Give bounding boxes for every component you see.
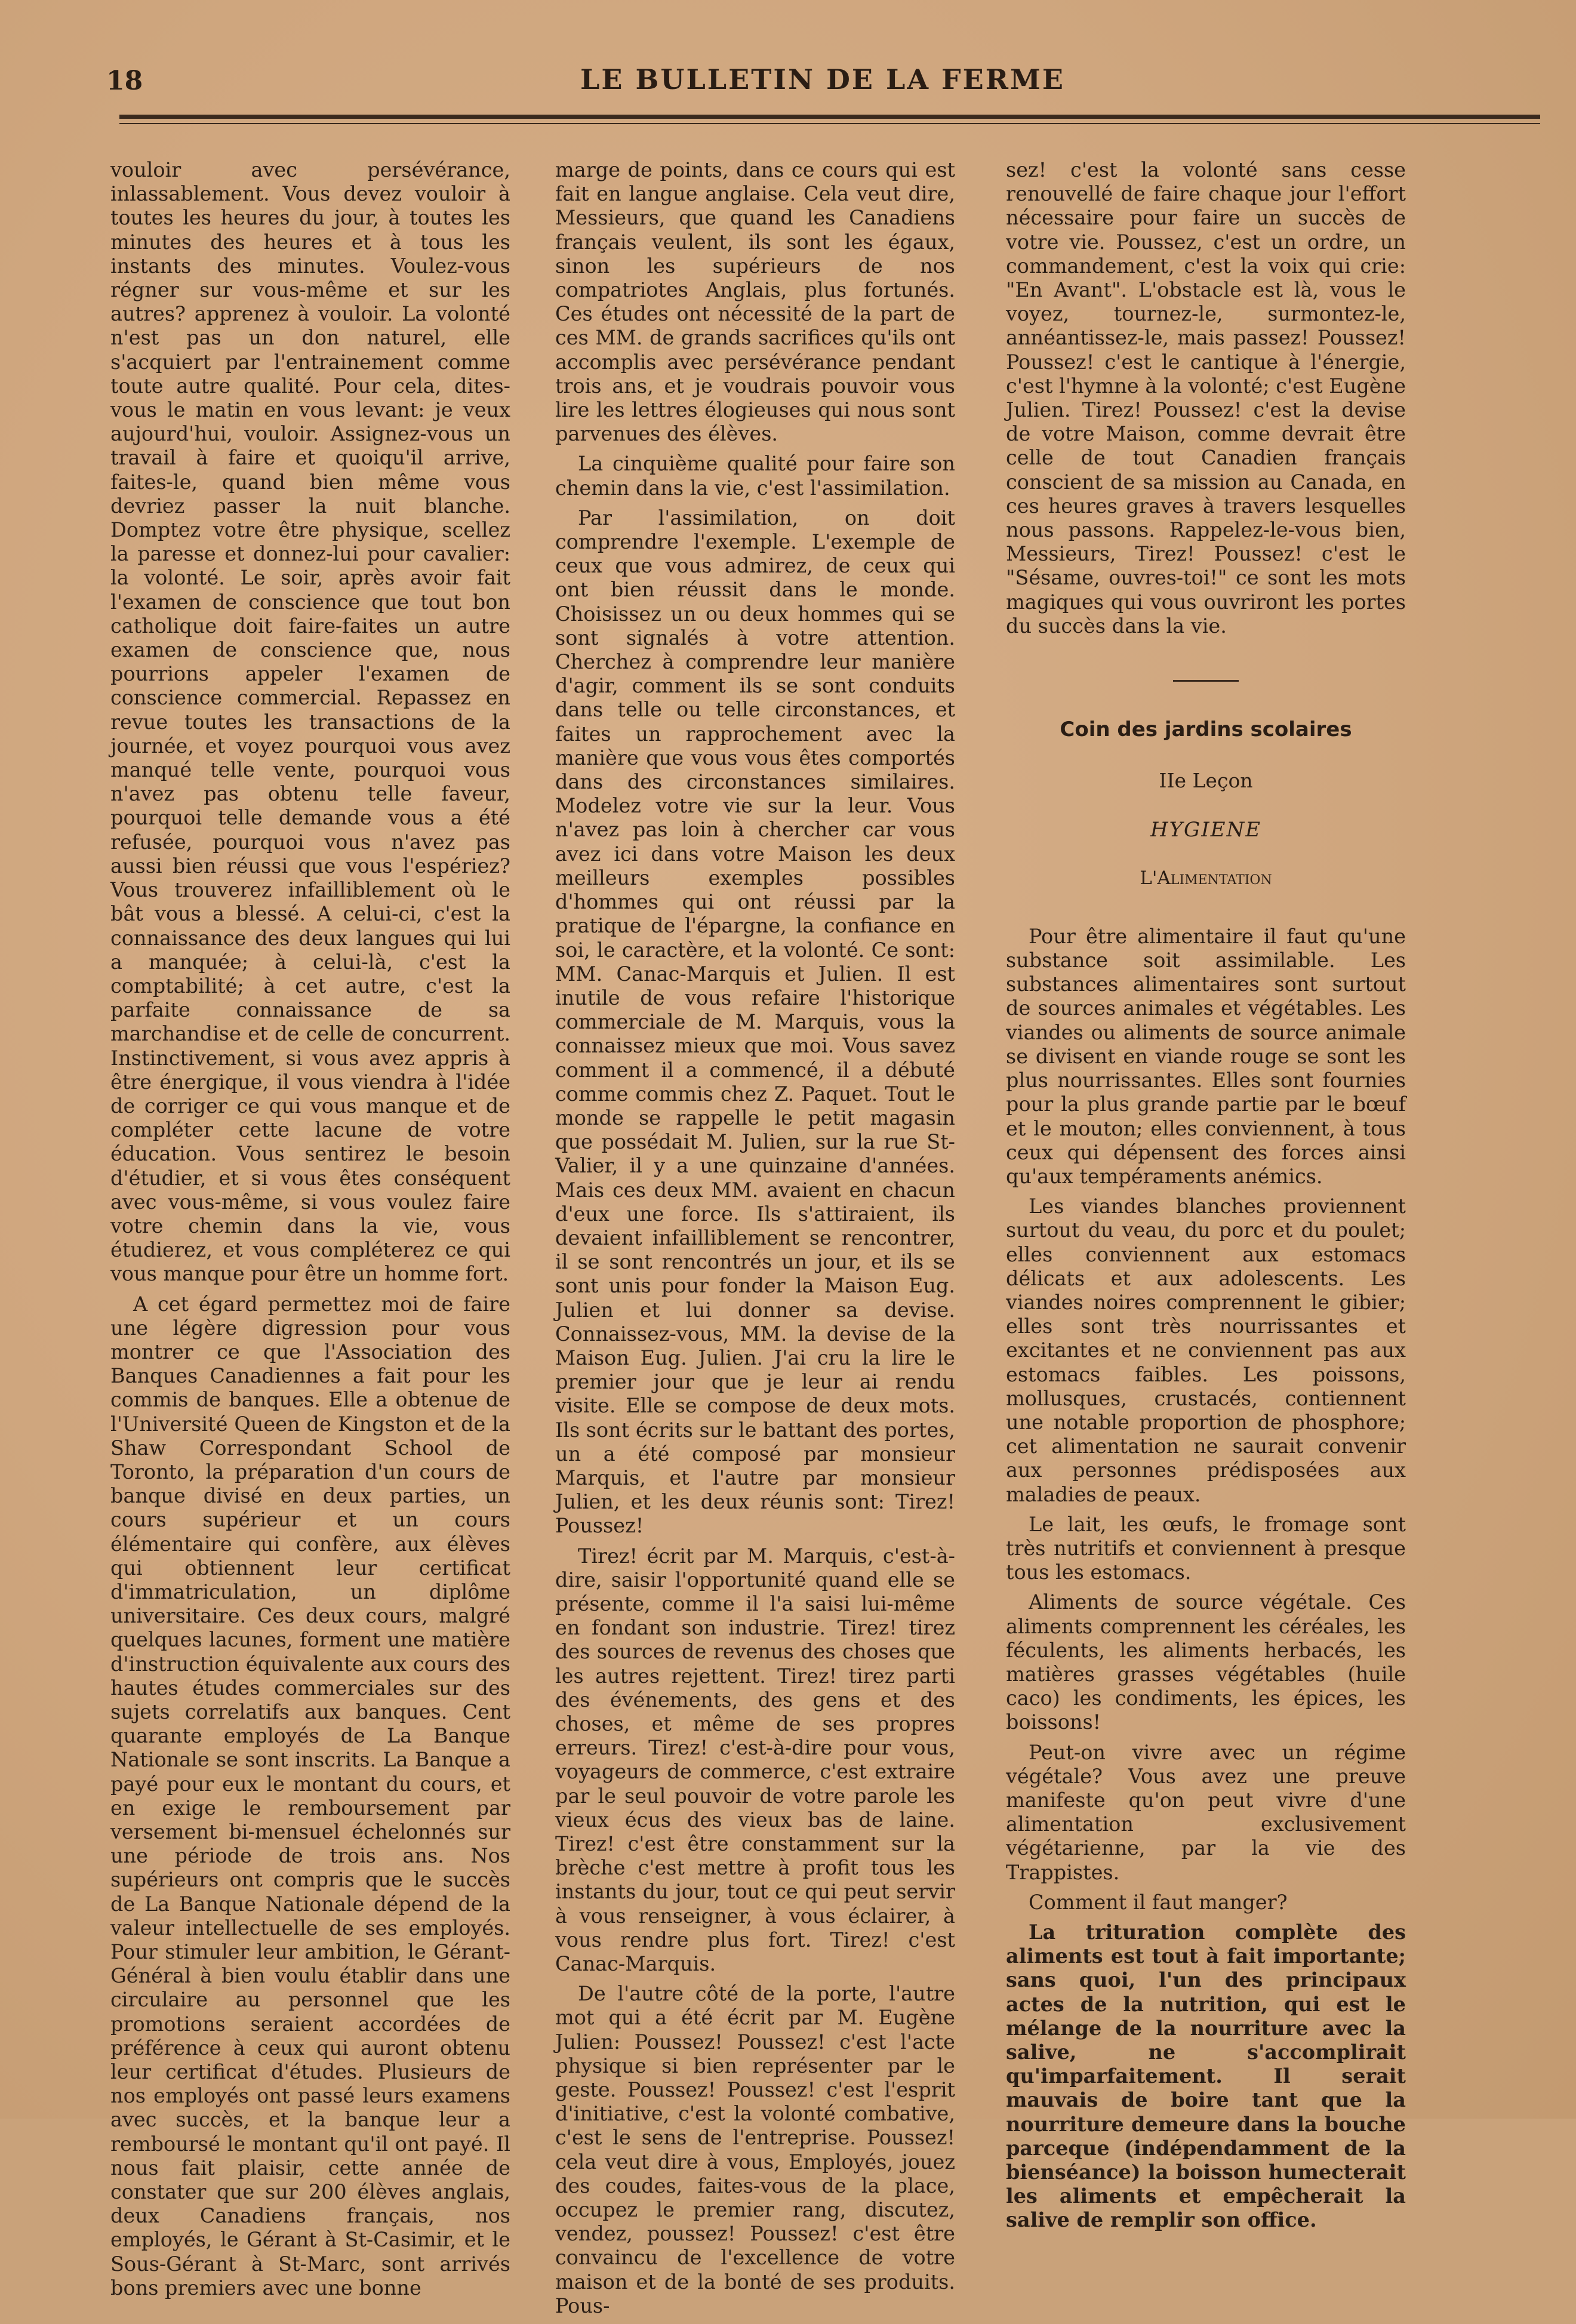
paragraph: Le lait, les œufs, le fromage sont très nutritifs et conviennent à presque tous les estomacs. — [1006, 1512, 1406, 1584]
column-1 — [110, 158, 510, 2306]
header-rule — [119, 115, 1540, 119]
paragraph: Pour être alimentaire il faut qu'une substance soit assimilable. Les substances alimentaires sont surtout de sources animales et végétables. Les viandes ou aliments de source animale se divisent en viande rouge se sont les plus nourrissantes. Elles sont fournies pour la plus grande partie par le bœuf et le mouton; elles conviennent, à tous ceux qui dépensent des forces ainsi qu'aux tempéraments anémics. — [1006, 924, 1406, 1188]
page-header — [106, 60, 1539, 101]
running-title: LE BULLETIN DE LA FERME — [580, 63, 1065, 96]
column-3 — [1006, 158, 1406, 2239]
subtopic-heading: L'Alimentation — [1140, 867, 1272, 889]
paragraph: De l'autre côté de la porte, l'autre mot qui a été écrit par M. Eugène Julien: Poussez! Poussez! c'est l'acte physique si bien représenter par le geste. Poussez! Poussez! c'est l'esprit d'initiative, c'est la volonté combative, c'est le sens de l'entreprise. Poussez! cela veut dire à vous, Employés, jouez des coudes, faites-vous de la place, occupez le premier rang, discutez, vendez, poussez! Poussez! c'est être convaincu de l'excellence de votre maison et de la bonté de ses produits. Pous- — [555, 1982, 955, 2317]
paragraph: Comment il faut manger? — [1029, 1890, 1288, 1914]
header-rule-thin — [119, 123, 1540, 124]
section-body — [1006, 925, 1406, 2233]
paragraph: Les viandes blanches proviennent surtout du veau, du porc et du poulet; elles conviennent aux estomacs délicats et aux adolescents. Les viandes noires comprennent le gibier; elles sont très nourrissantes et excitantes et ne conviennent pas aux estomacs faibles. Les poissons, mollusques, crustacés, contiennent une notable proportion de phosphore; cet alimentation ne saurait convenir aux personnes prédisposées aux maladies de peaux. — [1006, 1195, 1406, 1506]
topic-heading: HYGIENE — [1150, 818, 1262, 842]
page-number: 18 — [106, 66, 143, 96]
paragraph: Par l'assimilation, on doit comprendre l'exemple. L'exemple de ceux que vous admirez, de ceux qui ont bien réussit dans le monde. Choisissez un ou deux hommes qui se sont signalés à votre attention. Cherchez à comprendre leur manière d'agir, comment ils se sont conduits dans telle ou telle circonstances, et faites un rapprochement avec la manière que vous vous êtes comportés dans des circonstances similaires. Modelez votre vie sur la leur. Vous n'avez pas loin à chercher car vous avez ici dans votre Maison les deux meilleurs exemples possibles d'hommes qui ont réussi par la pratique de l'épargne, la confiance en soi, le caractère, et la volonté. Ce sont: MM. Canac-Marquis et Julien. Il est inutile de vous refaire l'historique commerciale de M. Marquis, vous la connaissez mieux que moi. Vous savez comment il a commencé, il a débuté comme commis chez Z. Paquet. Tout le monde se rappelle le petit magasin que possédait M. Julien, sur la rue St-Valier, il y a une quinzaine d'années. Mais ces deux MM. avaient en chacun d'eux une force. Ils s'attiraient, ils devaient infailliblement se rencontrer, il se sont rencontrés un jour, et ils se sont unis pour fonder la Maison Eug. Julien et lui donner sa devise. Connaissez-vous, MM. la devise de la Maison Eug. Julien. J'ai cru la lire le premier jour que je leur ai rendu visite. Elle se compose de deux mots. Ils sont écrits sur le battant des portes, un a été composé par monsieur Marquis, et l'autre par monsieur Julien, et les deux réunis sont: Tirez! Poussez! — [555, 506, 955, 1538]
paragraph: A cet égard permettez moi de faire une légère digression pour vous montrer ce que l'Association des Banques Canadiennes a fait pour les commis de banques. Elle a obtenue de l'Université Queen de Kingston et de la Shaw Correspondant School de Toronto, la préparation d'un cours de banque divisé en deux parties, un cours supérieur et un cours élémentaire qui confère, aux élèves qui obtiennent leur certificat d'immatriculation, un diplôme universitaire. Ces deux cours, malgré quelques lacunes, forment une matière d'instruction équivalente aux cours des hautes études commerciales sur des sujets correlatifs aux banques. Cent quarante employés de La Banque Nationale se sont inscrits. La Banque a payé pour eux le montant du cours, et en exige le remboursement par versement bi-mensuel échelonnés sur une période de trois ans. Nos supérieurs ont compris que le succès de La Banque Nationale dépend de la valeur intellectuelle de ses employés. Pour stimuler leur ambition, le Gérant-Général à bien voulu établir dans une circulaire au personnel que les promotions seraient accordées de préférence à ceux qui auront obtenu leur certificat d'études. Plusieurs de nos employés ont passé leurs examens avec succès, et la banque leur a remboursé le montant qu'il ont payé. Il nous fait plaisir, cette année de constater que sur 200 élèves anglais, deux Canadiens français, nos employés, le Gérant à St-Casimir, et le Sous-Gérant à St-Marc, sont arrivés bons premiers avec une bonne — [110, 1292, 510, 2300]
lesson-label: IIe Leçon — [1159, 769, 1253, 793]
paragraph: Tirez! écrit par M. Marquis, c'est-à-dire, saisir l'opportunité quand elle se présente, comme il l'a saisi lui-même en fondant son industrie. Tirez! tirez des sources de revenus des choses que les autres rejettent. Tirez! tirez parti des événements, des gens et des choses, et même de ses propres erreurs. Tirez! c'est-à-dire pour vous, voyageurs de commerce, c'est extraire par le seul pouvoir de votre parole les vieux écus des vieux bas de laine. Tirez! c'est être constamment sur la brèche c'est mettre à profit tous les instants du jour, tout ce qui peut servir à vous renseigner, à vous éclairer, à vous rendre plus fort. Tirez! c'est Canac-Marquis. — [555, 1544, 955, 1976]
paragraph: La trituration complète des aliments est tout à fait importante; sans quoi, l'un des principaux actes de la nutrition, qui est le mélange de la nourriture avec la salive, ne s'accomplirait qu'imparfaitement. Il serait mauvais de boire tant que la nourriture demeure dans la bouche parceque (indépendamment de la bienséance) la boisson humecterait les aliments et empêcherait la salive de remplir son office. — [1006, 1920, 1406, 2232]
paragraph: Aliments de source végétale. Ces aliments comprennent les céréales, les féculents, les aliments herbacés, les matières grasses végétables (huile caco) les condiments, les épices, les boissons! — [1006, 1590, 1406, 1734]
section-title: Coin des jardins scolaires — [1060, 718, 1352, 742]
paragraph: marge de points, dans ce cours qui est fait en langue anglaise. Cela veut dire, Messieurs, que quand les Canadiens français veulent, ils sont les égaux, sinon les supérieurs de nos compatriotes Anglais, plus fortunés. Ces études ont nécessité de la part de ces MM. de grands sacrifices qu'ils ont accomplis avec persévérance pendant trois ans, et je voudrais pouvoir vous lire les lettres élogieuses qui nous sont parvenues des élèves. — [555, 158, 955, 446]
column-2 — [555, 158, 955, 2324]
paragraph: vouloir avec persévérance, inlassablement. Vous devez vouloir à toutes les heures du jour, à toutes les minutes des heures et à tous les instants des minutes. Voulez-vous régner sur vous-même et sur les autres? apprenez à vouloir. La volonté n'est pas un don naturel, elle s'acquiert par l'entrainement comme toute autre qualité. Pour cela, dites-vous le matin en vous levant: je veux aujourd'hui, vouloir. Assignez-vous un travail à faire et quoiqu'il arrive, faites-le, quand bien même vous devriez passer la nuit blanche. Domptez votre être physique, scellez la paresse et donnez-lui pour cavalier: la volonté. Le soir, après avoir fait l'examen de conscience que tout bon catholique doit faire-faites un autre examen de conscience que, nous pourrions appeler l'examen de conscience commercial. Repassez en revue toutes les transactions de la journée, et voyez pourquoi vous avez manqué telle vente, pourquoi vous n'avez pas obtenu telle faveur, pourquoi telle demande vous a été refusée, pourquoi vous n'avez pas aussi bien réussi que vous l'espériez? Vous trouverez infailliblement où le bât vous a blessé. A celui-ci, c'est la connaissance des deux langues qui lui a manquée; à celui-là, c'est la comptabilité; à cet autre, c'est la parfaite connaissance de sa marchandise et de celle de concurrent. Instinctivement, si vous avez appris à être énergique, il vous viendra à l'idée de corriger ce qui vous manque et de compléter cette lacune de votre éducation. Vous sentirez le besoin d'étudier, et si vous êtes conséquent avec vous-même, si vous voulez faire votre chemin dans la vie, vous étudierez, et vous compléterez ce qui vous manque pour être un homme fort. — [110, 158, 510, 1286]
paragraph: La cinquième qualité pour faire son chemin dans la vie, c'est l'assimilation. — [555, 452, 955, 500]
paragraph: Peut-on vivre avec un régime végétale? Vous avez une preuve manifeste qu'on peut vivre d'une alimentation exclusivement végétarienne, par la vie des Trappistes. — [1006, 1740, 1406, 1884]
paragraph: sez! c'est la volonté sans cesse renouvellé de faire chaque jour l'effort nécessaire pour faire un succès de votre vie. Poussez, c'est un ordre, un commandement, c'est la voix qui crie: "En Avant". L'obstacle est là, vous le voyez, tournez-le, surmontez-le, annéantissez-le, mais passez! Poussez! Poussez! c'est le cantique à l'énergie, c'est l'hymne à la volonté; c'est Eugène Julien. Tirez! Poussez! c'est la devise de votre Maison, comme devrait être celle de tout Canadien français conscient de sa mission au Canada, en ces heures graves à travers lesquelles nous passons. Rappelez-le-vous bien, Messieurs, Tirez! Poussez! c'est le "Sésame, ouvres-toi!" ce sont les mots magiques qui vous ouvriront les portes du succès dans la vie. — [1006, 158, 1406, 638]
section-separator — [1173, 680, 1239, 682]
